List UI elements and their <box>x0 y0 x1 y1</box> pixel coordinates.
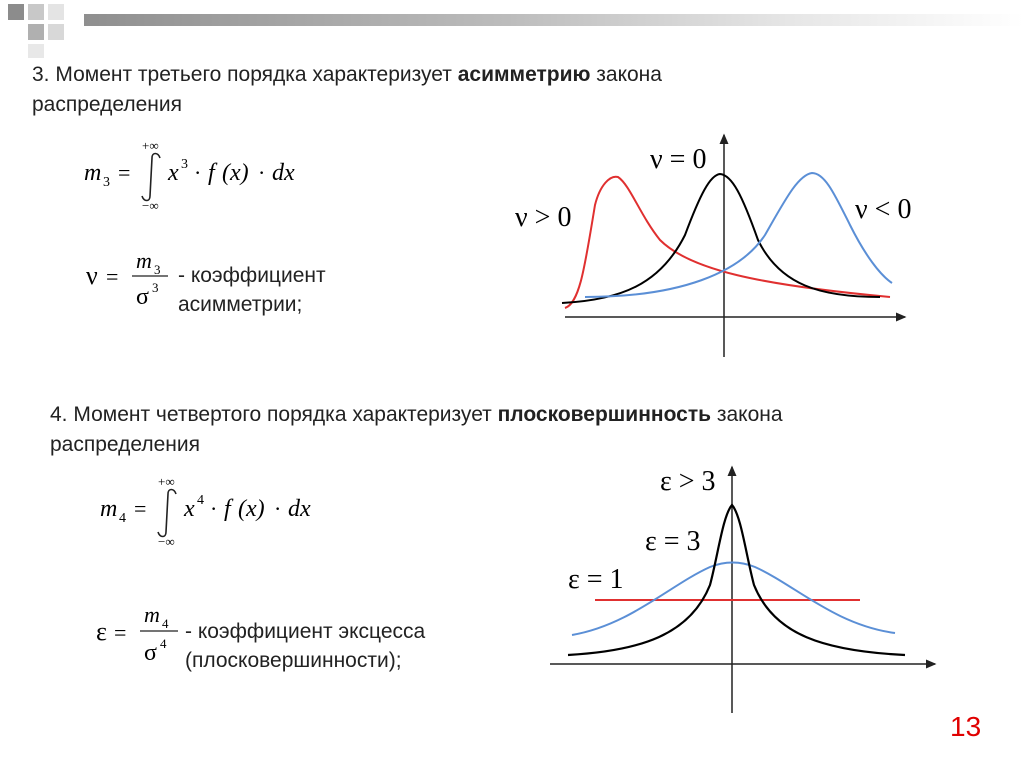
asymmetry-caption-line1: - коэффициент <box>178 264 326 287</box>
formula-m4-dot: · <box>210 496 218 521</box>
section3-heading-text: 3. Момент третьего порядка характеризует <box>32 63 458 86</box>
formula-nu-eq: = <box>106 264 119 289</box>
formula-m3-lhs: m <box>84 160 102 186</box>
asymmetry-caption <box>178 261 326 319</box>
formula-m3-dx: dx <box>272 160 295 186</box>
formula-m3-arg: (x) <box>222 160 249 186</box>
formula-nu-sym: ν <box>86 261 98 290</box>
formula-m3-sub: 3 <box>103 175 110 190</box>
label-eps-1: ε = 1 <box>568 564 624 595</box>
formula-nu-den: σ <box>136 284 149 310</box>
integral-sign <box>142 154 160 201</box>
formula-m3-lower: −∞ <box>142 198 159 213</box>
label-eps-gt3: ε > 3 <box>660 466 716 497</box>
formula-m3-dot2: · <box>258 160 266 185</box>
section4-heading <box>50 400 783 460</box>
page-number: 13 <box>950 711 982 742</box>
formula-eps <box>92 596 192 668</box>
formula-m3-x: x <box>168 160 179 186</box>
formula-m4-upper: +∞ <box>158 474 175 489</box>
formula-m3-f: f <box>208 160 215 186</box>
kurtosis-caption-line2: (плосковершинности); <box>185 649 402 672</box>
formula-eps-den-sup: 4 <box>160 636 167 651</box>
section3-heading <box>32 60 662 120</box>
integral-sign-4 <box>158 490 176 537</box>
label-negative-skew: ν < 0 <box>855 194 912 225</box>
formula-m4-dot2: · <box>274 496 282 521</box>
section4-heading-line2: распределения <box>50 433 200 456</box>
asymmetry-caption-line2: асимметрии; <box>178 293 303 316</box>
section4-heading-bold: плосковершинность <box>497 403 712 426</box>
kurtosis-caption-line1: - коэффициент эксцесса <box>185 620 426 643</box>
formula-eps-num: m <box>144 602 160 627</box>
section4-heading-text: 4. Момент четвертого порядка характеризует <box>50 403 498 426</box>
formula-m3-eq: = <box>118 160 131 185</box>
curve-positive-skew <box>565 177 890 308</box>
formula-nu-num-sub: 3 <box>154 262 161 277</box>
formula-m4-eq: = <box>134 496 147 521</box>
formula-m4-f: f <box>224 496 231 522</box>
section3-heading-bold: асимметрию <box>457 63 591 86</box>
skewness-chart <box>500 125 920 365</box>
top-rule <box>84 14 1024 26</box>
formula-eps-num-sub: 4 <box>162 616 169 631</box>
formula-m4-power: 4 <box>197 493 204 508</box>
kurtosis-caption <box>185 617 425 675</box>
formula-m4-x: x <box>184 496 195 522</box>
formula-eps-sym: ε <box>96 617 107 646</box>
formula-m3 <box>70 130 330 220</box>
section3-heading-tail: закона <box>590 63 662 86</box>
formula-m4-dx: dx <box>288 496 311 522</box>
formula-eps-den: σ <box>144 640 157 666</box>
formula-m4-lhs: m <box>100 496 118 522</box>
formula-nu-den-sup: 3 <box>152 280 159 295</box>
label-zero-skew: ν = 0 <box>650 144 707 175</box>
formula-m4-arg: (x) <box>238 496 265 522</box>
formula-nu <box>82 242 182 314</box>
formula-m4-sub: 4 <box>119 511 126 526</box>
curve-zero-skew <box>562 174 880 303</box>
formula-m4 <box>86 466 346 556</box>
section3-heading-line2: распределения <box>32 93 182 116</box>
label-eps-3: ε = 3 <box>645 526 701 557</box>
label-positive-skew: ν > 0 <box>515 202 572 233</box>
formula-nu-num: m <box>136 248 152 273</box>
formula-m3-upper: +∞ <box>142 138 159 153</box>
formula-eps-eq: = <box>114 620 127 645</box>
formula-m4-lower: −∞ <box>158 534 175 549</box>
slide-decoration <box>0 0 90 60</box>
section4-heading-tail: закона <box>711 403 783 426</box>
formula-m3-dot: · <box>194 160 202 185</box>
kurtosis-chart <box>540 455 950 720</box>
formula-m3-power: 3 <box>181 157 188 172</box>
